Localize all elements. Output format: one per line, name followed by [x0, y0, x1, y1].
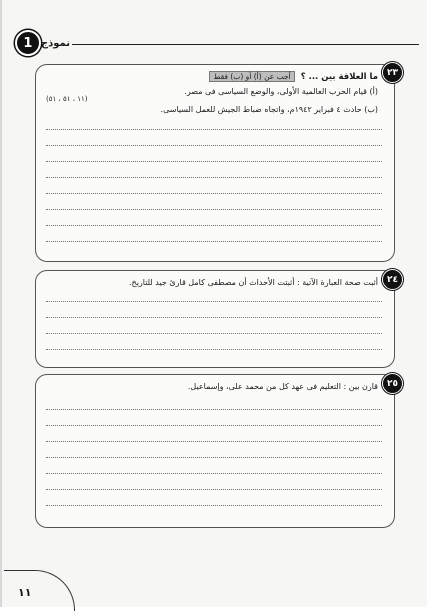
question-23-prompt	[209, 71, 378, 82]
model-badge	[12, 32, 74, 54]
question-23-answer-lines	[46, 125, 382, 255]
question-25-prompt: قارن بين : التعليم فى عهد كل من محمد على، وإسماعيل.	[187, 382, 378, 391]
question-23-number: ٢٣	[382, 62, 403, 83]
question-24-prompt: أثبت صحة العبارة الآتية : أثبتت الأحداث أن مصطفى كامل قارئ جيد للتاريخ.	[129, 278, 378, 287]
model-label: نموذج	[40, 37, 70, 49]
question-25-number: ٢٥	[382, 373, 403, 394]
model-number: 1	[15, 30, 41, 56]
question-24-box	[35, 270, 398, 368]
question-23-box	[35, 64, 398, 262]
question-23-text: ما العلاقة بين ... ؟	[300, 72, 378, 82]
question-23-item-a: (أ) قيام الحرب العالمية الأولى، والوضع السياسى فى مصر.	[184, 87, 378, 96]
question-24-number: ٢٤	[382, 269, 403, 290]
page-corner-arc	[4, 570, 75, 611]
question-23-item-b: (ب) حادث ٤ فبراير ١٩٤٢م، واتجاه ضباط الجيش للعمل السياسى.	[160, 105, 378, 114]
question-24-answer-lines	[46, 297, 382, 361]
header-rule	[72, 44, 419, 45]
page-number: ١١	[18, 586, 32, 599]
question-23-choice-tag: أجب عن (أ) أو (ب) فقط	[209, 71, 294, 82]
question-25-answer-lines	[46, 405, 382, 521]
question-25-box	[35, 374, 398, 528]
question-23-reference: (١١ ، ٥١ ، ٥١)	[46, 95, 88, 103]
